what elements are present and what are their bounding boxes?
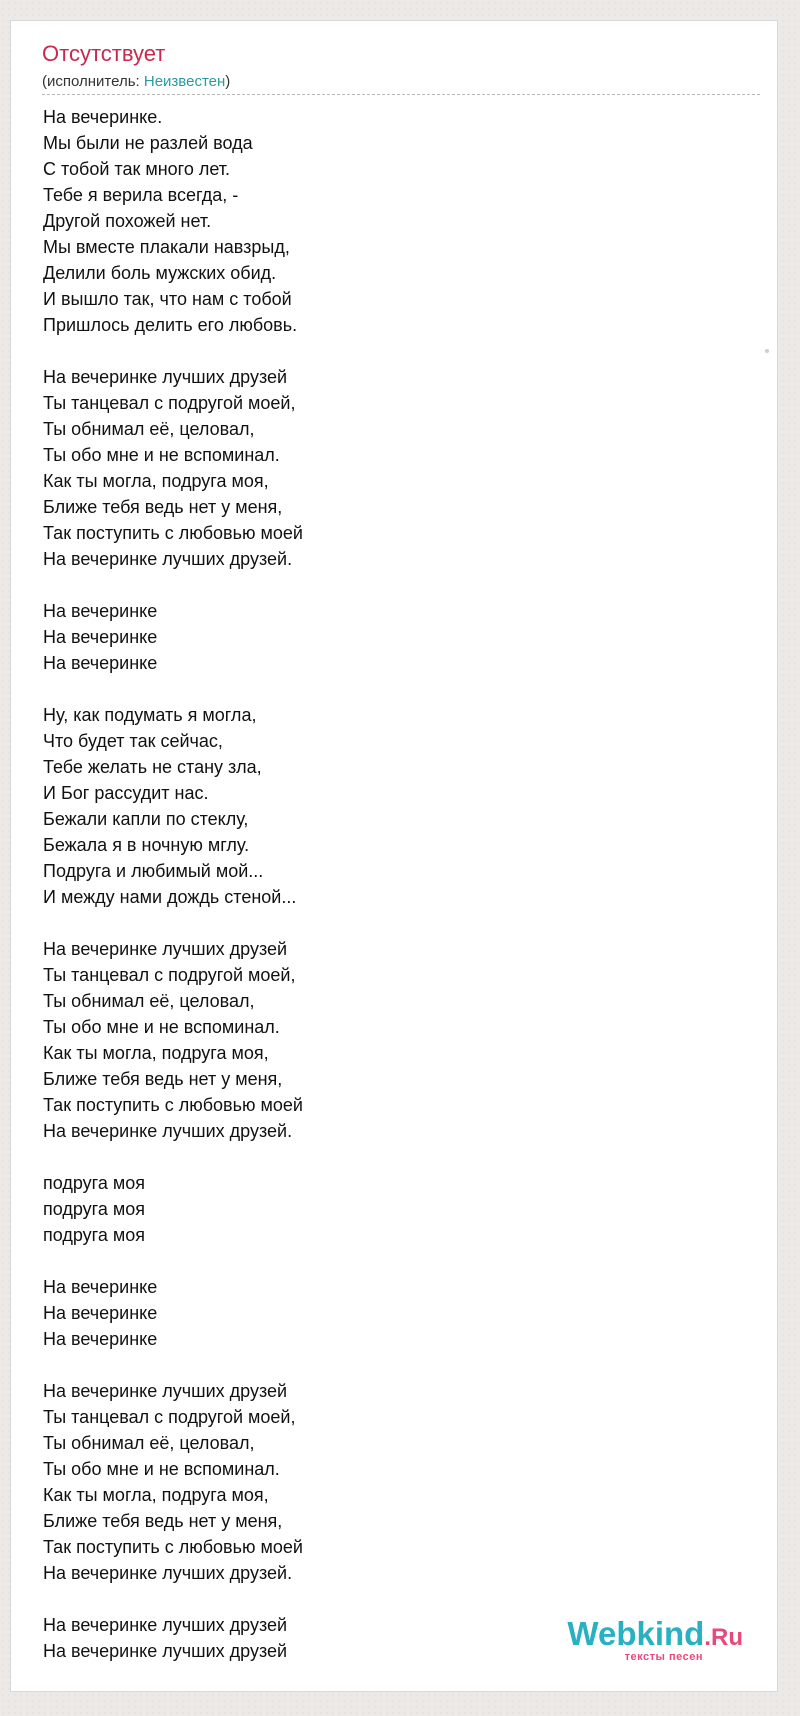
lyric-line: Как ты могла, подруга моя, [43,1485,269,1505]
lyric-line: Мы были не разлей вода [43,133,253,153]
lyric-line: Пришлось делить его любовь. [43,315,298,335]
stanza [43,364,743,572]
lyric-line: На вечеринке лучших друзей. [43,1121,293,1141]
lyric-line: На вечеринке [43,1329,158,1349]
lyric-line: На вечеринке лучших друзей [43,1641,288,1661]
lyric-line: И между нами дождь стеной... [43,887,297,907]
lyric-line: На вечеринке лучших друзей [43,1381,288,1401]
stanza [43,1170,743,1248]
stanza [43,702,743,910]
lyric-line: Ближе тебя ведь нет у меня, [43,497,283,517]
scroll-indicator [765,349,769,353]
performer-prefix: (исполнитель: [42,73,144,90]
lyric-line: Другой похожей нет. [43,211,212,231]
lyric-line: На вечеринке лучших друзей. [43,1563,293,1583]
lyric-line: Так поступить с любовью моей [43,1537,303,1557]
lyric-line: На вечеринке [43,601,158,621]
lyric-line: подруга моя [43,1173,145,1193]
lyric-line: На вечеринке [43,1303,158,1323]
lyric-line: На вечеринке. [43,107,163,127]
lyric-line: На вечеринке лучших друзей [43,939,288,959]
logo-tagline: тексты песен [624,1651,703,1663]
lyric-line: На вечеринке лучших друзей. [43,549,293,569]
stanza [43,1378,743,1586]
lyric-line: С тобой так много лет. [43,159,231,179]
lyric-line: Делили боль мужских обид. [43,263,277,283]
logo-tld: .Ru [704,1624,743,1651]
site-logo[interactable] [567,1617,743,1663]
lyric-line: На вечеринке [43,653,158,673]
lyric-line: Ты танцевал с подругой моей, [43,393,296,413]
lyric-line: На вечеринке [43,1277,158,1297]
lyric-line: На вечеринке лучших друзей [43,367,288,387]
lyric-line: Мы вместе плакали навзрыд, [43,237,290,257]
lyric-line: Как ты могла, подруга моя, [43,1043,269,1063]
lyric-line: На вечеринке лучших друзей [43,1615,288,1635]
title-divider [42,94,760,95]
stanza [43,1274,743,1352]
lyric-line: Ближе тебя ведь нет у меня, [43,1511,283,1531]
lyric-line: Тебе я верила всегда, - [43,185,239,205]
logo-text: Webkind [567,1615,705,1652]
lyric-line: Ты обо мне и не вспоминал. [43,1017,280,1037]
lyric-line: Ты танцевал с подругой моей, [43,1407,296,1427]
lyric-line: Ты обо мне и не вспоминал. [43,1459,280,1479]
lyric-line: Что будет так сейчас, [43,731,223,751]
stanza [43,104,743,338]
lyrics-card [10,20,778,1692]
lyric-line: подруга моя [43,1199,145,1219]
lyric-line: Ты обнимал её, целовал, [43,1433,255,1453]
lyric-line: Бежала я в ночную мглу. [43,835,250,855]
lyric-line: Ты танцевал с подругой моей, [43,965,296,985]
stanza [43,936,743,1144]
lyric-line: Ты обнимал её, целовал, [43,419,255,439]
song-title: Отсутствует [42,41,166,66]
lyric-line: На вечеринке [43,627,158,647]
lyric-line: Ближе тебя ведь нет у меня, [43,1069,283,1089]
lyrics-text [43,104,743,1690]
lyric-line: Тебе желать не стану зла, [43,757,262,777]
lyric-line: Ну, как подумать я могла, [43,705,257,725]
stanza [43,598,743,676]
lyric-line: Так поступить с любовью моей [43,1095,303,1115]
performer-suffix: ) [225,73,231,90]
lyric-line: Как ты могла, подруга моя, [43,471,269,491]
lyric-line: Подруга и любимый мой... [43,861,264,881]
lyric-line: Так поступить с любовью моей [43,523,303,543]
lyric-line: Ты обо мне и не вспоминал. [43,445,280,465]
lyric-line: Ты обнимал её, целовал, [43,991,255,1011]
performer-link[interactable]: Неизвестен [143,73,226,90]
performer-line [42,73,230,91]
lyric-line: подруга моя [43,1225,145,1245]
lyric-line: И вышло так, что нам с тобой [43,289,292,309]
lyric-line: Бежали капли по стеклу, [43,809,249,829]
lyric-line: И Бог рассудит нас. [43,783,209,803]
